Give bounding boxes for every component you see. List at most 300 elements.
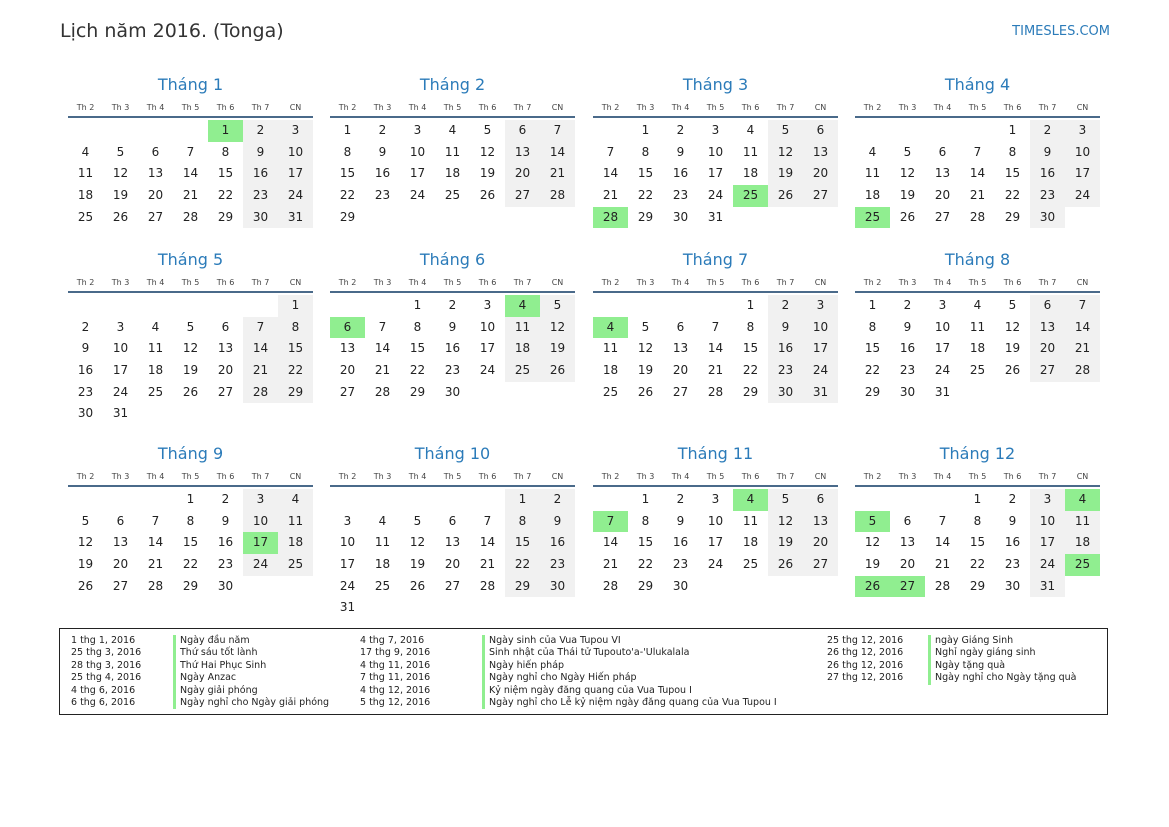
- month-block: [593, 444, 838, 597]
- holiday-day-cell: 27: [890, 576, 925, 598]
- day-cell: 1: [973, 492, 982, 506]
- day-cell: 29: [1004, 209, 1021, 224]
- day-cell: 8: [1008, 144, 1017, 159]
- weekday-label: Th 7: [513, 278, 532, 287]
- month-title: Tháng 11: [677, 444, 754, 463]
- day-cell: 20: [217, 363, 234, 378]
- day-cell: 30: [768, 382, 803, 404]
- day-cell: 19: [112, 188, 129, 203]
- weekday-label: Th 6: [741, 103, 760, 112]
- day-cell: 9: [540, 511, 575, 533]
- day-cell: 2: [676, 123, 685, 137]
- day-cell: 24: [1065, 185, 1100, 207]
- holiday-date: 1 thg 1, 2016: [71, 635, 136, 646]
- day-cell: 19: [1004, 341, 1021, 356]
- day-cell: 27: [217, 384, 234, 399]
- weekday-label: Th 6: [478, 278, 497, 287]
- day-cell: 21: [969, 188, 986, 203]
- day-cell: 10: [112, 341, 129, 356]
- day-cell: 16: [444, 341, 461, 356]
- day-cell: 2: [448, 298, 457, 312]
- day-cell: 18: [278, 532, 313, 554]
- day-cell: 27: [339, 384, 356, 399]
- holiday-day-cell: 28: [593, 207, 628, 229]
- weekday-label: Th 7: [776, 103, 795, 112]
- month-block: [855, 250, 1100, 403]
- month-block: [68, 75, 313, 228]
- day-cell: 21: [602, 188, 619, 203]
- weekday-label: Th 6: [741, 472, 760, 481]
- day-cell: 16: [217, 535, 234, 550]
- day-cell: 1: [868, 298, 877, 312]
- day-cell: 5: [1008, 298, 1017, 312]
- weekday-label: Th 2: [76, 278, 95, 287]
- day-cell: 10: [707, 513, 724, 528]
- day-cell: 30: [672, 578, 689, 593]
- day-grid: [593, 295, 838, 403]
- empty-cell: [855, 120, 890, 142]
- day-cell: 16: [672, 535, 689, 550]
- day-cell: 2: [221, 492, 230, 506]
- empty-cell: [960, 120, 995, 142]
- holiday-date: 4 thg 6, 2016: [71, 684, 136, 696]
- day-cell: 30: [1030, 207, 1065, 229]
- day-cell: 31: [934, 384, 951, 399]
- day-cell: 8: [278, 317, 313, 339]
- month-title: Tháng 4: [944, 75, 1011, 94]
- day-cell: 26: [409, 578, 426, 593]
- day-cell: 16: [243, 163, 278, 185]
- day-cell: 16: [374, 166, 391, 181]
- day-cell: 8: [973, 513, 982, 528]
- day-cell: 5: [81, 513, 90, 528]
- holiday-date: 26 thg 12, 2016: [827, 647, 904, 659]
- day-cell: 10: [339, 535, 356, 550]
- day-cell: 30: [243, 207, 278, 229]
- day-cell: 23: [1030, 185, 1065, 207]
- day-cell: 28: [479, 578, 496, 593]
- day-cell: 21: [147, 557, 164, 572]
- weekday-label: CN: [814, 278, 827, 287]
- day-cell: 29: [742, 384, 759, 399]
- day-cell: 2: [768, 295, 803, 317]
- weekday-header: [855, 274, 1100, 293]
- day-cell: 5: [116, 144, 125, 159]
- day-cell: 24: [803, 360, 838, 382]
- weekday-label: Th 6: [478, 472, 497, 481]
- day-cell: 20: [147, 188, 164, 203]
- day-cell: 17: [803, 338, 838, 360]
- day-cell: 3: [343, 513, 352, 528]
- day-cell: 12: [637, 341, 654, 356]
- day-cell: 25: [444, 188, 461, 203]
- day-cell: 5: [483, 123, 492, 137]
- weekday-label: Th 2: [338, 278, 357, 287]
- day-cell: 1: [746, 298, 755, 312]
- holiday-date: 27 thg 12, 2016: [827, 672, 904, 684]
- weekday-label: Th 7: [776, 472, 795, 481]
- day-cell: 18: [864, 188, 881, 203]
- day-cell: 29: [217, 209, 234, 224]
- day-cell: 7: [483, 513, 492, 528]
- day-cell: 7: [606, 144, 615, 159]
- weekday-label: Th 5: [968, 278, 987, 287]
- day-cell: 30: [540, 576, 575, 598]
- day-cell: 11: [1065, 511, 1100, 533]
- day-cell: 9: [378, 144, 387, 159]
- empty-cell: [925, 489, 960, 511]
- empty-cell: [400, 489, 435, 511]
- weekday-label: Th 3: [373, 472, 392, 481]
- empty-cell: [330, 295, 365, 317]
- day-cell: 28: [1065, 360, 1100, 382]
- day-cell: 19: [182, 363, 199, 378]
- empty-cell: [68, 489, 103, 511]
- day-cell: 31: [1030, 576, 1065, 598]
- weekday-label: Th 5: [443, 103, 462, 112]
- day-cell: 20: [803, 532, 838, 554]
- empty-cell: [365, 489, 400, 511]
- weekday-label: CN: [1076, 278, 1089, 287]
- weekday-label: Th 5: [181, 103, 200, 112]
- day-cell: 10: [803, 317, 838, 339]
- day-cell: 3: [413, 123, 422, 137]
- day-cell: 9: [1030, 142, 1065, 164]
- day-cell: 3: [711, 492, 720, 506]
- month-block: [593, 75, 838, 228]
- holiday-day-cell: 4: [1065, 489, 1100, 511]
- day-cell: 26: [77, 578, 94, 593]
- page-title: Lịch năm 2016. (Tonga): [60, 20, 284, 42]
- day-cell: 17: [112, 363, 129, 378]
- day-cell: 16: [768, 338, 803, 360]
- day-cell: 13: [339, 341, 356, 356]
- day-cell: 2: [540, 489, 575, 511]
- day-cell: 8: [221, 144, 230, 159]
- empty-cell: [138, 120, 173, 142]
- day-cell: 6: [803, 489, 838, 511]
- day-cell: 22: [637, 557, 654, 572]
- day-cell: 26: [540, 360, 575, 382]
- day-cell: 12: [409, 535, 426, 550]
- day-cell: 18: [969, 341, 986, 356]
- day-cell: 9: [221, 513, 230, 528]
- day-cell: 15: [637, 166, 654, 181]
- holiday-name: Ngày nghỉ cho Ngày tặng quà: [928, 672, 1077, 684]
- day-cell: 21: [934, 557, 951, 572]
- day-cell: 13: [1030, 317, 1065, 339]
- day-cell: 24: [707, 188, 724, 203]
- weekday-label: Th 5: [968, 472, 987, 481]
- day-cell: 5: [768, 120, 803, 142]
- day-grid: [593, 120, 838, 228]
- day-cell: 4: [973, 298, 982, 312]
- weekday-label: Th 2: [76, 103, 95, 112]
- day-cell: 28: [182, 209, 199, 224]
- day-cell: 18: [505, 338, 540, 360]
- day-cell: 18: [602, 363, 619, 378]
- holiday-date: 6 thg 6, 2016: [71, 696, 136, 708]
- day-cell: 30: [77, 406, 94, 421]
- day-cell: 11: [147, 341, 164, 356]
- day-cell: 23: [540, 554, 575, 576]
- day-cell: 14: [969, 166, 986, 181]
- day-cell: 1: [641, 123, 650, 137]
- day-cell: 26: [479, 188, 496, 203]
- day-cell: 6: [676, 319, 685, 334]
- weekday-label: Th 2: [338, 103, 357, 112]
- month-title: Tháng 5: [157, 250, 224, 269]
- day-cell: 21: [374, 363, 391, 378]
- empty-cell: [103, 295, 138, 317]
- day-cell: 31: [803, 382, 838, 404]
- holiday-day-cell: 17: [243, 532, 278, 554]
- month-block: [855, 75, 1100, 228]
- weekday-label: Th 5: [706, 103, 725, 112]
- day-cell: 18: [742, 535, 759, 550]
- day-cell: 27: [934, 209, 951, 224]
- weekday-label: Th 2: [863, 472, 882, 481]
- day-cell: 20: [672, 363, 689, 378]
- empty-cell: [208, 295, 243, 317]
- weekday-label: Th 2: [601, 103, 620, 112]
- day-grid: [330, 489, 575, 619]
- day-cell: 22: [637, 188, 654, 203]
- day-cell: 20: [505, 163, 540, 185]
- day-cell: 8: [868, 319, 877, 334]
- day-cell: 19: [637, 363, 654, 378]
- day-cell: 27: [803, 554, 838, 576]
- day-cell: 22: [182, 557, 199, 572]
- weekday-label: Th 3: [898, 103, 917, 112]
- holiday-name: Sinh nhật của Thái tử Tupouto'a-'Ulukalala: [482, 647, 689, 659]
- day-cell: 16: [77, 363, 94, 378]
- day-cell: 14: [602, 535, 619, 550]
- day-cell: 15: [1004, 166, 1021, 181]
- day-cell: 10: [1065, 142, 1100, 164]
- day-cell: 5: [768, 489, 803, 511]
- weekday-header: [855, 99, 1100, 118]
- day-cell: 30: [217, 578, 234, 593]
- day-cell: 12: [112, 166, 129, 181]
- day-cell: 24: [243, 554, 278, 576]
- holiday-name: Ngày Anzac: [173, 672, 236, 684]
- day-cell: 11: [374, 535, 391, 550]
- weekday-header: [68, 99, 313, 118]
- day-cell: 14: [707, 341, 724, 356]
- month-title: Tháng 7: [682, 250, 749, 269]
- weekday-label: CN: [289, 103, 302, 112]
- day-cell: 4: [278, 489, 313, 511]
- holiday-date: 26 thg 12, 2016: [827, 659, 904, 671]
- weekday-header: [330, 468, 575, 487]
- empty-cell: [890, 489, 925, 511]
- weekday-label: CN: [289, 278, 302, 287]
- day-cell: 11: [77, 166, 94, 181]
- day-cell: 13: [112, 535, 129, 550]
- day-cell: 1: [343, 123, 352, 137]
- weekday-label: CN: [551, 472, 564, 481]
- day-cell: 19: [540, 338, 575, 360]
- day-cell: 21: [243, 360, 278, 382]
- day-grid: [593, 489, 838, 597]
- day-cell: 13: [803, 511, 838, 533]
- day-cell: 26: [637, 384, 654, 399]
- weekday-label: Th 3: [111, 278, 130, 287]
- day-cell: 27: [505, 185, 540, 207]
- day-cell: 20: [112, 557, 129, 572]
- weekday-label: Th 4: [408, 472, 427, 481]
- day-cell: 26: [899, 209, 916, 224]
- weekday-label: CN: [814, 103, 827, 112]
- day-cell: 31: [339, 600, 356, 615]
- day-cell: 8: [413, 319, 422, 334]
- month-block: [330, 75, 575, 228]
- weekday-label: Th 3: [111, 103, 130, 112]
- weekday-label: CN: [551, 103, 564, 112]
- weekday-label: Th 3: [373, 103, 392, 112]
- day-cell: 29: [969, 578, 986, 593]
- month-title: Tháng 8: [944, 250, 1011, 269]
- day-cell: 12: [899, 166, 916, 181]
- weekday-label: Th 7: [251, 103, 270, 112]
- holiday-day-cell: 7: [593, 511, 628, 533]
- day-cell: 7: [938, 513, 947, 528]
- weekday-label: Th 4: [671, 103, 690, 112]
- day-cell: 22: [505, 554, 540, 576]
- site-link[interactable]: TIMESLES.COM: [1012, 24, 1110, 39]
- day-cell: 16: [540, 532, 575, 554]
- day-cell: 6: [938, 144, 947, 159]
- day-cell: 8: [343, 144, 352, 159]
- day-cell: 17: [479, 341, 496, 356]
- day-cell: 14: [934, 535, 951, 550]
- day-cell: 7: [711, 319, 720, 334]
- day-cell: 25: [77, 209, 94, 224]
- day-cell: 28: [602, 578, 619, 593]
- empty-cell: [855, 489, 890, 511]
- holiday-name: Thứ sáu tốt lành: [173, 647, 257, 659]
- day-cell: 11: [742, 513, 759, 528]
- day-cell: 9: [676, 144, 685, 159]
- day-cell: 15: [637, 535, 654, 550]
- holiday-name: Ngày tặng quà: [928, 660, 1005, 672]
- day-cell: 29: [637, 209, 654, 224]
- day-cell: 3: [483, 298, 492, 312]
- month-block: [855, 444, 1100, 597]
- day-cell: 27: [444, 578, 461, 593]
- day-cell: 24: [112, 384, 129, 399]
- day-cell: 4: [746, 123, 755, 137]
- day-grid: [68, 295, 313, 425]
- day-cell: 15: [278, 338, 313, 360]
- weekday-label: Th 4: [933, 472, 952, 481]
- weekday-label: Th 2: [863, 278, 882, 287]
- day-cell: 5: [540, 295, 575, 317]
- day-grid: [855, 295, 1100, 403]
- day-cell: 13: [444, 535, 461, 550]
- day-cell: 1: [278, 295, 313, 317]
- day-cell: 1: [413, 298, 422, 312]
- holiday-name: Thứ Hai Phục Sinh: [173, 660, 266, 672]
- weekday-label: Th 4: [671, 278, 690, 287]
- day-cell: 7: [973, 144, 982, 159]
- day-cell: 23: [768, 360, 803, 382]
- month-title: Tháng 3: [682, 75, 749, 94]
- holiday-date: 4 thg 7, 2016: [360, 635, 425, 646]
- day-cell: 22: [742, 363, 759, 378]
- day-cell: 19: [479, 166, 496, 181]
- day-cell: 13: [803, 142, 838, 164]
- day-cell: 22: [339, 188, 356, 203]
- empty-cell: [925, 120, 960, 142]
- day-cell: 22: [217, 188, 234, 203]
- day-cell: 1: [1008, 123, 1017, 137]
- weekday-label: Th 5: [181, 278, 200, 287]
- weekday-label: Th 4: [408, 278, 427, 287]
- holiday-day-cell: 4: [505, 295, 540, 317]
- day-cell: 2: [378, 123, 387, 137]
- weekday-label: Th 2: [338, 472, 357, 481]
- day-cell: 28: [934, 578, 951, 593]
- day-cell: 13: [217, 341, 234, 356]
- day-cell: 24: [339, 578, 356, 593]
- holiday-day-cell: 25: [733, 185, 768, 207]
- day-cell: 21: [540, 163, 575, 185]
- holiday-name: Ngày nghỉ cho Ngày giải phóng: [173, 697, 329, 709]
- weekday-label: Th 7: [251, 278, 270, 287]
- day-cell: 4: [81, 144, 90, 159]
- day-cell: 10: [243, 511, 278, 533]
- day-cell: 25: [742, 557, 759, 572]
- day-cell: 24: [707, 557, 724, 572]
- day-grid: [330, 120, 575, 228]
- day-cell: 23: [1004, 557, 1021, 572]
- empty-cell: [243, 295, 278, 317]
- day-cell: 26: [768, 554, 803, 576]
- empty-cell: [628, 295, 663, 317]
- holiday-date: 17 thg 9, 2016: [360, 647, 431, 659]
- weekday-label: Th 4: [146, 472, 165, 481]
- holiday-name: ngày Giáng Sinh: [928, 635, 1013, 647]
- day-cell: 18: [77, 188, 94, 203]
- month-block: [330, 444, 575, 619]
- empty-cell: [173, 295, 208, 317]
- day-cell: 18: [444, 166, 461, 181]
- day-cell: 16: [672, 166, 689, 181]
- day-cell: 10: [278, 142, 313, 164]
- day-cell: 25: [602, 384, 619, 399]
- weekday-header: [593, 274, 838, 293]
- weekday-label: CN: [289, 472, 302, 481]
- month-title: Tháng 6: [419, 250, 486, 269]
- day-cell: 27: [147, 209, 164, 224]
- day-cell: 11: [602, 341, 619, 356]
- day-grid: [330, 295, 575, 403]
- empty-cell: [173, 120, 208, 142]
- day-cell: 18: [742, 166, 759, 181]
- day-cell: 3: [116, 319, 125, 334]
- day-cell: 11: [278, 511, 313, 533]
- month-title: Tháng 10: [414, 444, 491, 463]
- weekday-label: Th 2: [601, 278, 620, 287]
- weekday-label: CN: [814, 472, 827, 481]
- day-cell: 19: [77, 557, 94, 572]
- day-cell: 25: [505, 360, 540, 382]
- empty-cell: [593, 120, 628, 142]
- day-cell: 5: [903, 144, 912, 159]
- day-cell: 8: [186, 513, 195, 528]
